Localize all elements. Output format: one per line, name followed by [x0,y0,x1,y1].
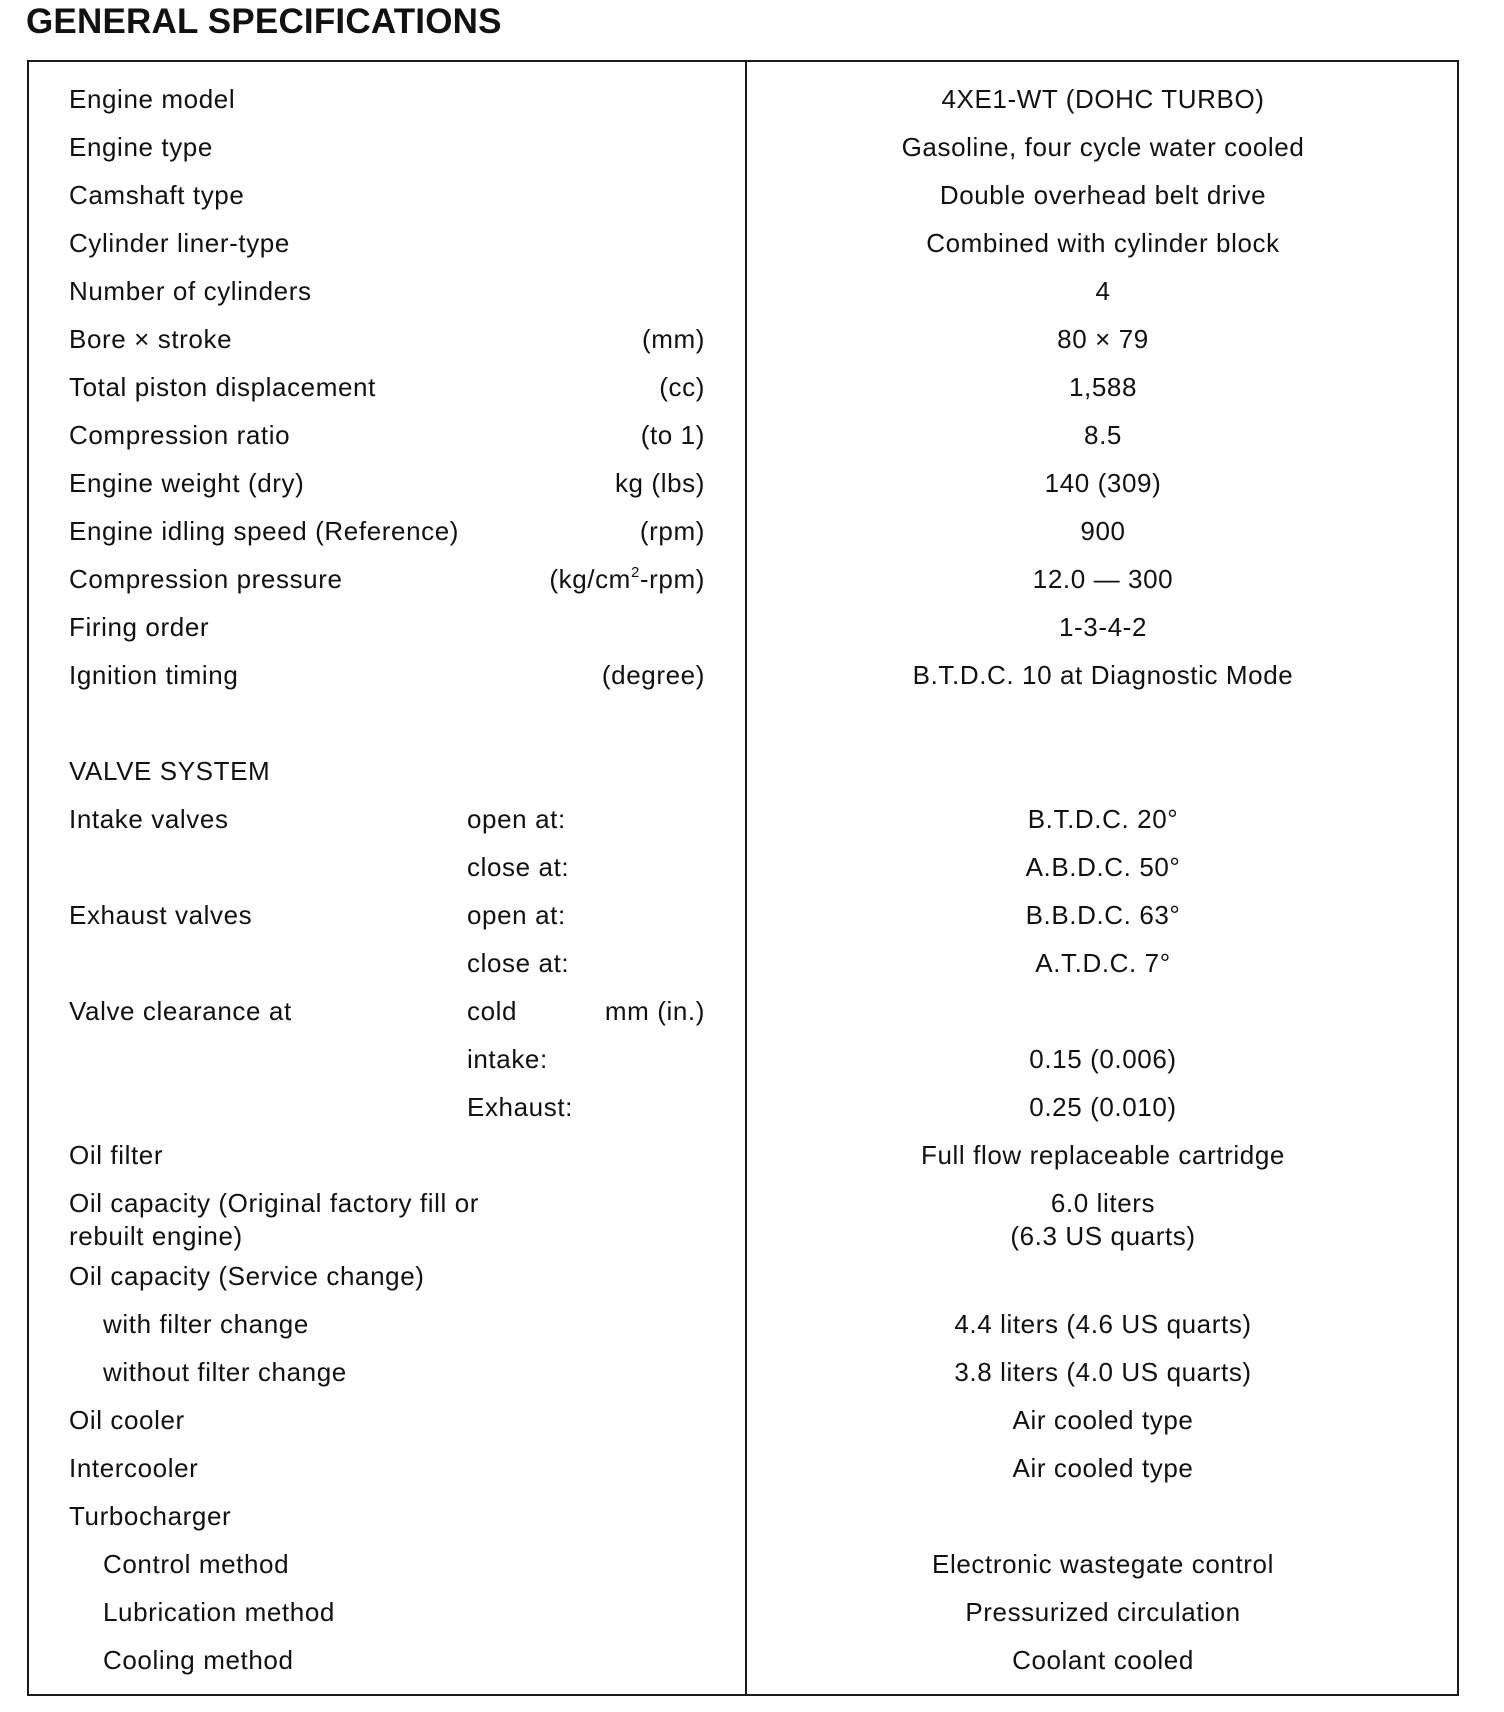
spec-row-displacement [29,363,1457,411]
spec-row-engine-weight [29,459,1457,507]
spec-sublabel: cold [467,996,518,1026]
spec-row-firing-order [29,603,1457,651]
spec-sublabel: open at: [467,804,566,834]
spec-value: Pressurized circulation [965,1597,1241,1627]
spec-row-intercooler [29,1444,1457,1492]
spec-label: with filter change [103,1309,309,1339]
spec-row-oil-capacity-factory [29,1187,1457,1259]
spec-label: without filter change [103,1357,347,1387]
spec-unit: $(kg/cm^2-rpm)$ [549,564,705,594]
spec-row-oil-cooler [29,1396,1457,1444]
spec-label: Intake valves [69,804,229,834]
spec-value: B.T.D.C. 20° [1027,804,1179,834]
spec-row-idling-speed [29,507,1457,555]
spec-row-compression-ratio [29,411,1457,459]
spec-unit: kg (lbs) [614,468,705,498]
spec-value: 8.5 [1084,420,1122,450]
spec-row-bore-stroke [29,315,1457,363]
spec-row-clearance-exhaust [29,1083,1457,1131]
spec-label: Turbocharger [69,1501,232,1531]
spec-row-without-filter [29,1348,1457,1396]
spec-sublabel: intake: [467,1044,548,1074]
spec-row-cylinder-liner [29,219,1457,267]
spec-value: Electronic wastegate control [932,1549,1274,1579]
spec-value: Gasoline, four cycle water cooled [901,132,1305,162]
spec-value: B.B.D.C. 63° [1025,900,1181,930]
spec-value: 900 [1080,516,1126,546]
spec-row-intake-close [29,843,1457,891]
spec-row-oil-filter [29,1131,1457,1179]
spec-label: Ignition timing [69,660,239,690]
spec-label: Oil filter [69,1140,164,1170]
spec-value: 3.8 liters (4.0 US quarts) [954,1357,1252,1387]
spec-sublabel: open at: [467,900,566,930]
spec-label: Exhaust valves [69,900,253,930]
spec-row-control-method [29,1540,1457,1588]
spec-table [27,60,1459,1696]
spec-value: 6.0 liters (6.3 US quarts) [1010,1188,1196,1251]
spec-label: Bore × stroke [69,324,233,354]
spec-value: 80 × 79 [1057,324,1149,354]
spec-label: Number of cylinders [69,276,312,306]
spec-label: Firing order [69,612,210,642]
spec-row-exhaust-open [29,891,1457,939]
section-heading-valve-system [29,747,1457,795]
spec-value: 0.25 (0.010) [1029,1092,1177,1122]
spec-sublabel: close at: [467,852,570,882]
spec-value: 4 [1095,276,1111,306]
spec-sublabel: close at: [467,948,570,978]
spec-value: B.T.D.C. 10 at Diagnostic Mode [912,660,1294,690]
spec-row-with-filter [29,1300,1457,1348]
spec-value: 0.15 (0.006) [1029,1044,1177,1074]
spec-label: Cooling method [103,1645,294,1675]
spec-row-turbocharger [29,1492,1457,1540]
spec-label: Engine model [69,84,236,114]
page-title: GENERAL SPECIFICATIONS [26,2,502,41]
spec-unit: (degree) [601,660,705,690]
spec-row-ignition-timing [29,651,1457,699]
spec-label: Oil capacity (Original factory fill or rebuilt engine) [69,1188,480,1251]
spec-value: Air cooled type [1012,1453,1194,1483]
spec-row-exhaust-close [29,939,1457,987]
spec-row-engine-type [29,123,1457,171]
spec-value: Coolant cooled [1012,1645,1194,1675]
spec-unit: (cc) [659,372,705,402]
spec-value: 140 (309) [1044,468,1162,498]
spec-label: Engine idling speed (Reference) [69,516,460,546]
spec-label: Intercooler [69,1453,199,1483]
spec-label: Oil cooler [69,1405,185,1435]
spec-label: Lubrication method [103,1597,335,1627]
spec-sublabel: Exhaust: [467,1092,573,1122]
spec-value: A.T.D.C. 7° [1035,948,1171,978]
spec-value: 4.4 liters (4.6 US quarts) [954,1309,1252,1339]
spec-row-intake-open [29,795,1457,843]
spec-label: Compression pressure [69,564,343,594]
spec-row-lubrication-method [29,1588,1457,1636]
spec-label: Compression ratio [69,420,291,450]
spec-unit: (to 1) [640,420,705,450]
spec-value: Double overhead belt drive [939,180,1267,210]
section-heading: VALVE SYSTEM [69,756,271,786]
spec-row-camshaft-type [29,171,1457,219]
spec-row-cylinders [29,267,1457,315]
spec-row-valve-clearance [29,987,1457,1035]
spec-unit: mm (in.) [604,996,705,1026]
spec-value: Full flow replaceable cartridge [921,1140,1285,1170]
spec-label: Engine type [69,132,213,162]
spec-unit: (mm) [641,324,705,354]
spec-label: Valve clearance at [69,996,292,1026]
spec-row-engine-model [29,75,1457,123]
spec-row-clearance-intake [29,1035,1457,1083]
spec-row-compression-pressure [29,555,1457,603]
spec-label: Oil capacity (Service change) [69,1261,425,1291]
spec-value: 1,588 [1068,372,1138,402]
spec-unit: (rpm) [639,516,705,546]
spec-label: Camshaft type [69,180,245,210]
spec-label: Control method [103,1549,290,1579]
spec-label: Total piston displacement [69,372,376,402]
spec-value: 12.0 — 300 [1032,564,1174,594]
spec-value: A.B.D.C. 50° [1025,852,1181,882]
spec-label: Cylinder liner-type [69,228,290,258]
spec-row-oil-capacity-service [29,1252,1457,1300]
spec-value: Air cooled type [1012,1405,1194,1435]
spec-label: Engine weight (dry) [69,468,305,498]
spec-value: Combined with cylinder block [926,228,1280,258]
spec-row-cooling-method [29,1636,1457,1684]
spec-value: 1-3-4-2 [1058,612,1147,642]
spec-value: 4XE1-WT (DOHC TURBO) [941,84,1265,114]
